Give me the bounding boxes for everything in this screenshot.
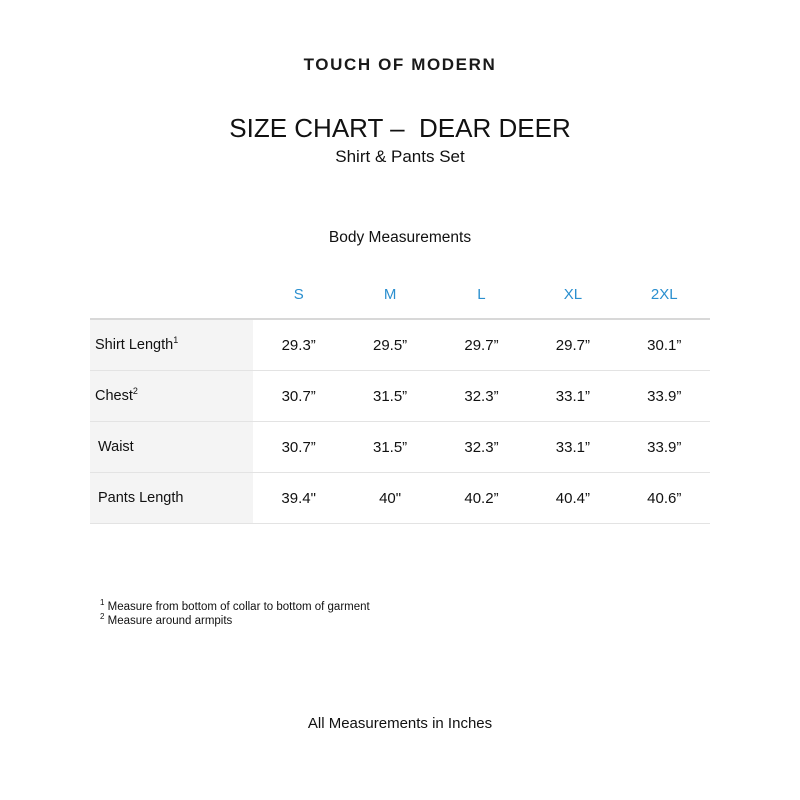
footnote-1 <box>100 600 370 614</box>
table-cell: 29.5” <box>344 319 435 371</box>
row-label-chest <box>90 371 253 422</box>
table-row-chest <box>90 371 710 422</box>
row-label-text: Pants Length <box>98 490 184 506</box>
table-cell: 40.6” <box>619 473 710 524</box>
size-header-xl: XL <box>563 285 583 303</box>
footnote-2 <box>100 614 370 628</box>
row-label-text: Chest <box>95 388 133 404</box>
footnote-text: Measure from bottom of collar to bottom of garment <box>107 601 370 613</box>
table-cell: 33.1” <box>527 371 618 422</box>
row-label-text: Shirt Length <box>95 337 174 353</box>
footnote-marker: 2 <box>100 612 105 622</box>
size-chart-table <box>90 270 710 524</box>
table-cell: 29.7” <box>436 319 527 371</box>
footnotes <box>100 600 370 628</box>
table-cell: 32.3” <box>436 371 527 422</box>
table-cell: 40.4” <box>527 473 618 524</box>
footnote-marker: 2 <box>132 386 138 397</box>
size-header-2xl: 2XL <box>650 285 678 303</box>
table-cell: 40.2” <box>436 473 527 524</box>
table-cell: 30.1” <box>619 319 710 371</box>
table-cell: 39.4" <box>253 473 344 524</box>
units-note: All Measurements in Inches <box>307 715 493 732</box>
row-label-waist <box>90 422 253 473</box>
table-row-shirt-length <box>90 319 710 371</box>
size-header-m: M <box>383 285 397 303</box>
table-cell: 29.7” <box>527 319 618 371</box>
table-cell: 33.9” <box>619 422 710 473</box>
table-row-waist <box>90 422 710 473</box>
size-header-l: L <box>477 285 486 303</box>
row-label-pants-length <box>90 473 253 524</box>
table-cell: 40" <box>344 473 435 524</box>
row-label-text: Waist <box>98 439 134 455</box>
table-cell: 33.9” <box>619 371 710 422</box>
table-cell: 32.3” <box>436 422 527 473</box>
footnote-text: Measure around armpits <box>107 615 233 627</box>
table-cell: 33.1” <box>527 422 618 473</box>
brand-logo-text: TOUCH OF MODERN <box>303 55 497 74</box>
section-title: Body Measurements <box>328 229 472 246</box>
table-cell: 30.7” <box>253 422 344 473</box>
page-title: SIZE CHART – DEAR DEER <box>229 113 571 143</box>
table-cell: 31.5” <box>344 422 435 473</box>
header-corner-cell <box>90 270 253 319</box>
footnote-marker: 1 <box>100 598 105 608</box>
table-cell: 31.5” <box>344 371 435 422</box>
footnote-marker: 1 <box>173 335 179 346</box>
size-header-row <box>90 270 710 319</box>
size-header-s: S <box>293 285 304 303</box>
table-row-pants-length <box>90 473 710 524</box>
row-label-shirt-length <box>90 319 253 371</box>
table-cell: 30.7” <box>253 371 344 422</box>
table-cell: 29.3” <box>253 319 344 371</box>
page-subtitle: Shirt & Pants Set <box>335 147 465 166</box>
